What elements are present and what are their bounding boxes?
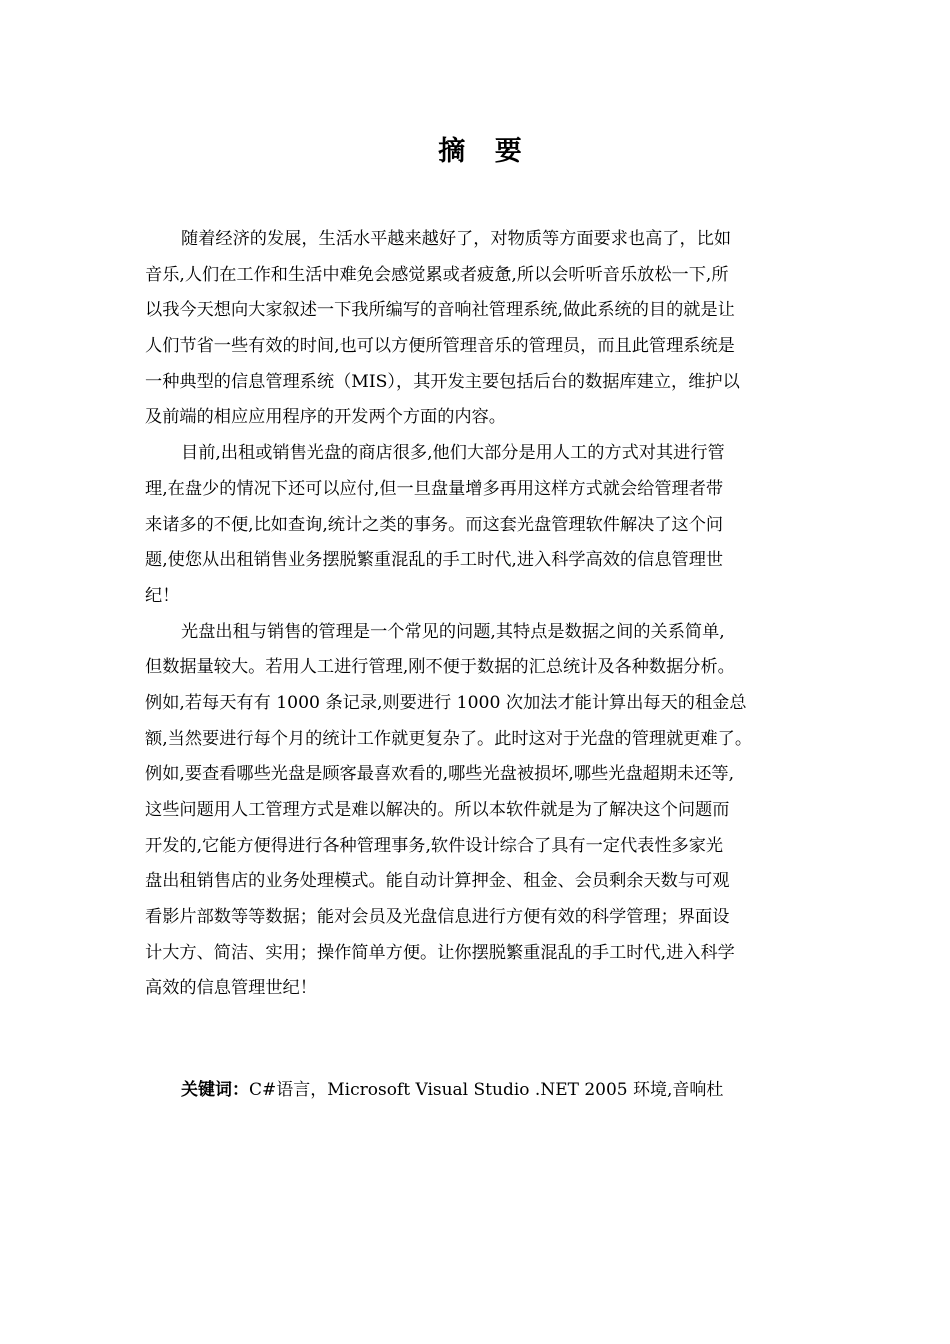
paragraph-1: [145, 222, 815, 436]
text-line: 盘出租销售店的业务处理模式。能自动计算押金、租金、会员剩余天数与可观: [145, 871, 730, 892]
text-line: 开发的,它能方便得进行各种管理事务,软件设计综合了具有一定代表性多家光: [145, 835, 724, 856]
paragraph-3: [145, 615, 815, 1008]
text-line: 人们节省一些有效的时间,也可以方便所管理音乐的管理员，而且此管理系统是: [145, 336, 735, 357]
text-line: 例如,要查看哪些光盘是顾客最喜欢看的,哪些光盘被损坏,哪些光盘超期未还等,: [145, 764, 735, 785]
text-line: 计大方、简洁、实用；操作简单方便。让你摆脱繁重混乱的手工时代,进入科学: [145, 942, 735, 963]
text-line: 随着经济的发展，生活水平越来越好了，对物质等方面要求也高了，比如: [181, 229, 732, 249]
text-line: 额,当然要进行每个月的统计工作就更复杂了。此时这对于光盘的管理就更难了。: [145, 728, 753, 749]
text-line: 看影片部数等等数据；能对会员及光盘信息进行方便有效的科学管理；界面设: [145, 907, 730, 928]
text-line: 理,在盘少的情况下还可以应付,但一旦盘量增多再用这样方式就会给管理者带: [145, 478, 724, 499]
keywords-text: C#语言，Microsoft Visual Studio .NET 2005 环境,音响杜: [249, 1080, 724, 1100]
text-line: 纪！: [145, 585, 180, 606]
text-line: 这些问题用人工管理方式是难以解决的。所以本软件就是为了解决这个问题而: [145, 800, 730, 820]
text-line: 及前端的相应应用程序的开发两个方面的内容。: [145, 407, 506, 428]
text-line: 例如,若每天有有 1000 条记录,则要进行 1000 次加法才能计算出每天的租金总: [145, 692, 747, 713]
text-line: 目前,出租或销售光盘的商店很多,他们大部分是用人工的方式对其进行管: [181, 443, 725, 464]
text-line: 以我今天想向大家叙述一下我所编写的音响社管理系统,做此系统的目的就是让: [145, 300, 735, 321]
keywords-label: 关键词：: [181, 1080, 249, 1100]
text-line: 光盘出租与销售的管理是一个常见的问题,其特点是数据之间的关系简单,: [181, 621, 725, 642]
abstract-title: 摘 要: [438, 136, 532, 167]
text-line: 但数据量较大。若用人工进行管理,刚不便于数据的汇总统计及各种数据分析。: [145, 657, 735, 678]
text-line: 高效的信息管理世纪！: [145, 978, 317, 999]
text-line: 来诸多的不便,比如查询,统计之类的事务。而这套光盘管理软件解决了这个问: [145, 514, 724, 535]
text-line: 一种典型的信息管理系统（MIS），其开发主要包括后台的数据库建立，维护以: [145, 371, 740, 392]
keywords-line: [181, 1075, 723, 1105]
paragraph-2: [145, 436, 815, 614]
text-line: 音乐,人们在工作和生活中难免会感觉累或者疲惫,所以会听听音乐放松一下,所: [145, 264, 729, 285]
text-line: 题,使您从出租销售业务摆脱繁重混乱的手工时代,进入科学高效的信息管理世: [145, 550, 724, 571]
abstract-body: [145, 222, 815, 1007]
